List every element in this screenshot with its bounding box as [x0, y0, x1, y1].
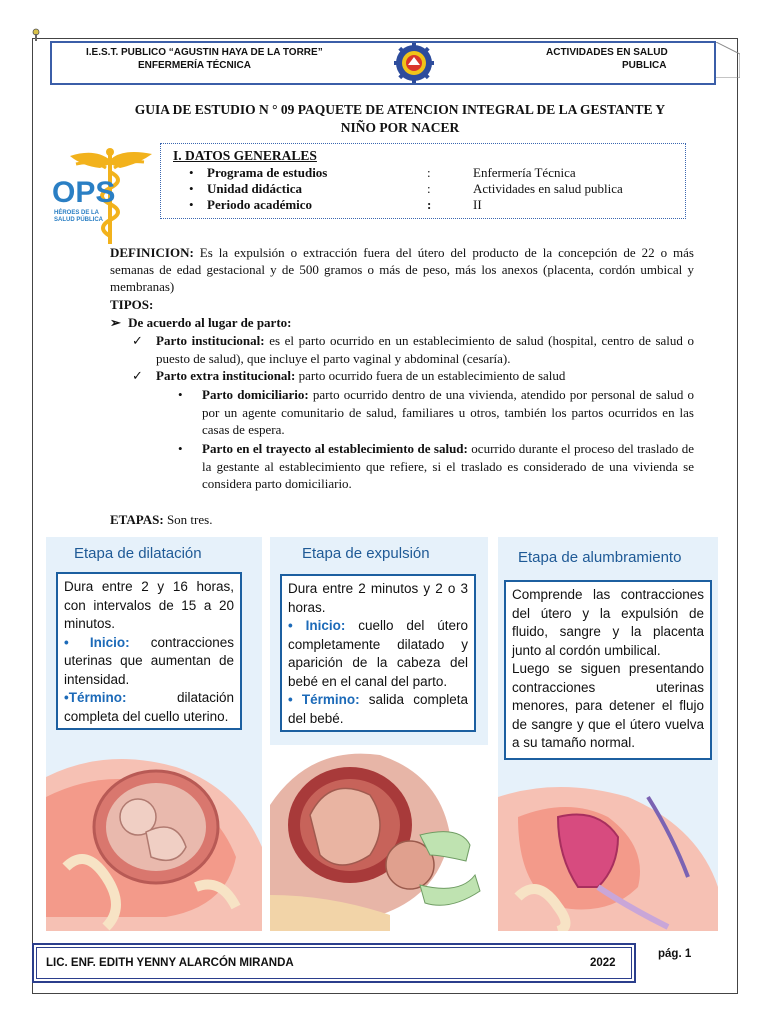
pin-icon	[32, 28, 40, 42]
datos-label: Programa de estudios	[207, 165, 328, 180]
institute-name: I.E.S.T. PUBLICO “AGUSTIN HAYA DE LA TORRE”	[86, 47, 323, 58]
footer-box	[32, 943, 636, 983]
stage-inicio-text: cuello del útero completamente dilatado y aparición de la cabeza del bebé en el canal del parto.	[288, 618, 468, 689]
checkmark-icon: ✓	[132, 368, 143, 383]
stage-panel-alumbramiento	[498, 537, 718, 931]
dilatacion-illustration	[46, 737, 262, 931]
parto-extra-label: Parto extra institucional:	[156, 368, 296, 383]
parto-domiciliario-label: Parto domiciliario:	[202, 387, 309, 402]
datos-generales-box	[160, 143, 686, 219]
definicion-text: Es la expulsión o extracción fuera del útero del producto de la concepción de 22 o más semanas de edad gestacional y de 500 gramos o más de peso, más los anexos (placenta, cordón umbical y membranas)	[110, 245, 694, 294]
parto-domiciliario	[178, 386, 695, 439]
footer-author: LIC. ENF. EDITH YENNY ALARCÓN MIRANDA	[46, 957, 294, 969]
header-institute	[86, 46, 323, 72]
course-name-cont: PUBLICA	[622, 60, 667, 71]
stage-termino-label: • Término:	[288, 692, 360, 707]
header-box	[50, 41, 716, 85]
ops-logo-sub-2: SALUD PÚBLICA	[54, 217, 103, 223]
title-line-2: NIÑO POR NACER	[340, 120, 460, 135]
stage-title: Etapa de alumbramiento	[518, 549, 682, 566]
parto-domiciliario-text: parto ocurrido dentro de una vivienda, atendido por personal de salud o por un agente comunitario de salud, familiares u otros, también los partos ocurridos en las casas de espera.	[202, 387, 695, 437]
bullet-icon: •	[189, 165, 194, 180]
etapas-text: Son tres.	[163, 512, 213, 527]
stage-panel-expulsion	[270, 537, 488, 931]
stage-inicio-text: contracciones uterinas que aumentan de intensidad.	[64, 634, 234, 687]
tipos-group-label: De acuerdo al lugar de parto:	[128, 315, 292, 330]
datos-label: Unidad didáctica	[207, 181, 302, 196]
program-name: ENFERMERÍA TÉCNICA	[138, 60, 251, 71]
bullet-icon: •	[178, 441, 183, 456]
parto-extra-institucional	[132, 367, 694, 385]
datos-sep: :	[427, 181, 431, 196]
header-course	[546, 46, 668, 72]
stage-title: Etapa de dilatación	[74, 545, 202, 562]
document-title	[100, 101, 700, 137]
definicion-label: DEFINICION:	[110, 245, 194, 260]
ops-logo-sub-1: HÉROES DE LA	[54, 210, 100, 216]
institute-seal-icon	[394, 43, 434, 83]
checkmark-icon: ✓	[132, 333, 143, 348]
stage-termino-label: •Término:	[64, 690, 127, 705]
stage-description-box	[56, 572, 242, 730]
tipos-label: TIPOS:	[110, 297, 154, 312]
footer-year: 2022	[590, 957, 616, 969]
bullet-icon: •	[189, 197, 194, 212]
parto-trayecto-text: ocurrido durante el proceso del traslado de la gestante al establecimiento que refiere, si el traslado es considerado de una vivienda se considera parto domiciliario.	[202, 441, 694, 491]
stage-text-1: Comprende las contracciones del útero y la expulsión de fluido, sangre y la placenta junto al cordón umbilical.	[512, 587, 704, 658]
datos-label: Periodo académico	[207, 197, 313, 212]
ops-logo-text: OPS	[52, 176, 116, 209]
etapas-label: ETAPAS:	[110, 512, 164, 527]
datos-value: Enfermería Técnica	[473, 165, 576, 180]
datos-row	[189, 181, 679, 197]
course-name: ACTIVIDADES EN SALUD	[546, 47, 668, 58]
page-fold-corner	[716, 42, 740, 78]
expulsion-illustration	[270, 745, 488, 931]
stage-termino-text: salida completa del bebé.	[288, 692, 468, 726]
parto-institucional	[132, 332, 694, 367]
arrow-bullet-icon: ➢	[110, 315, 121, 330]
title-line-1: GUIA DE ESTUDIO N ° 09 PAQUETE DE ATENCION INTEGRAL DE LA GESTANTE Y	[134, 102, 666, 117]
datos-row	[189, 197, 679, 213]
datos-value: II	[473, 197, 482, 212]
datos-row	[189, 165, 679, 181]
stage-termino-text: dilatación completa del cuello uterino.	[64, 690, 234, 724]
stage-inicio-label: • Inicio:	[288, 618, 346, 633]
stage-title: Etapa de expulsión	[302, 545, 430, 562]
tipos-group	[110, 314, 694, 331]
datos-sep: :	[427, 197, 432, 212]
parto-extra-text: parto ocurrido fuera de un establecimiento de salud	[295, 368, 566, 383]
page-number: pág. 1	[658, 948, 692, 960]
alumbramiento-illustration	[498, 777, 718, 931]
stage-panel-dilatacion	[46, 537, 262, 931]
parto-trayecto-label: Parto en el trayecto al establecimiento de salud:	[202, 441, 468, 456]
bullet-icon: •	[178, 387, 183, 402]
etapas-line	[110, 511, 694, 528]
datos-sep: :	[427, 165, 431, 180]
stage-intro: Dura entre 2 y 16 horas, con intervalos de 15 a 20 minutos.	[64, 579, 234, 631]
stage-description-box	[504, 580, 712, 760]
bullet-icon: •	[189, 181, 194, 196]
parto-institucional-text: es el parto ocurrido en un establecimiento de salud (hospital, centro de salud o puesto de salud), que incluye el parto vaginal y abdominal (cesaría).	[156, 333, 694, 366]
stage-description-box	[280, 574, 476, 732]
parto-institucional-label: Parto institucional:	[156, 333, 265, 348]
definicion-paragraph	[110, 244, 694, 295]
datos-heading: I. DATOS GENERALES	[173, 148, 317, 163]
stage-intro: Dura entre 2 minutos y 2 o 3 horas.	[288, 581, 468, 615]
datos-value: Actividades en salud publica	[473, 181, 623, 196]
stage-text-2: Luego se siguen presentando contracciones uterinas menores, para detener el flujo de sangre y que el útero vuelva a su tamaño normal.	[512, 661, 704, 750]
ops-heroes-logo	[50, 142, 160, 252]
stage-inicio-label: • Inicio:	[64, 634, 130, 650]
parto-trayecto	[178, 440, 694, 493]
